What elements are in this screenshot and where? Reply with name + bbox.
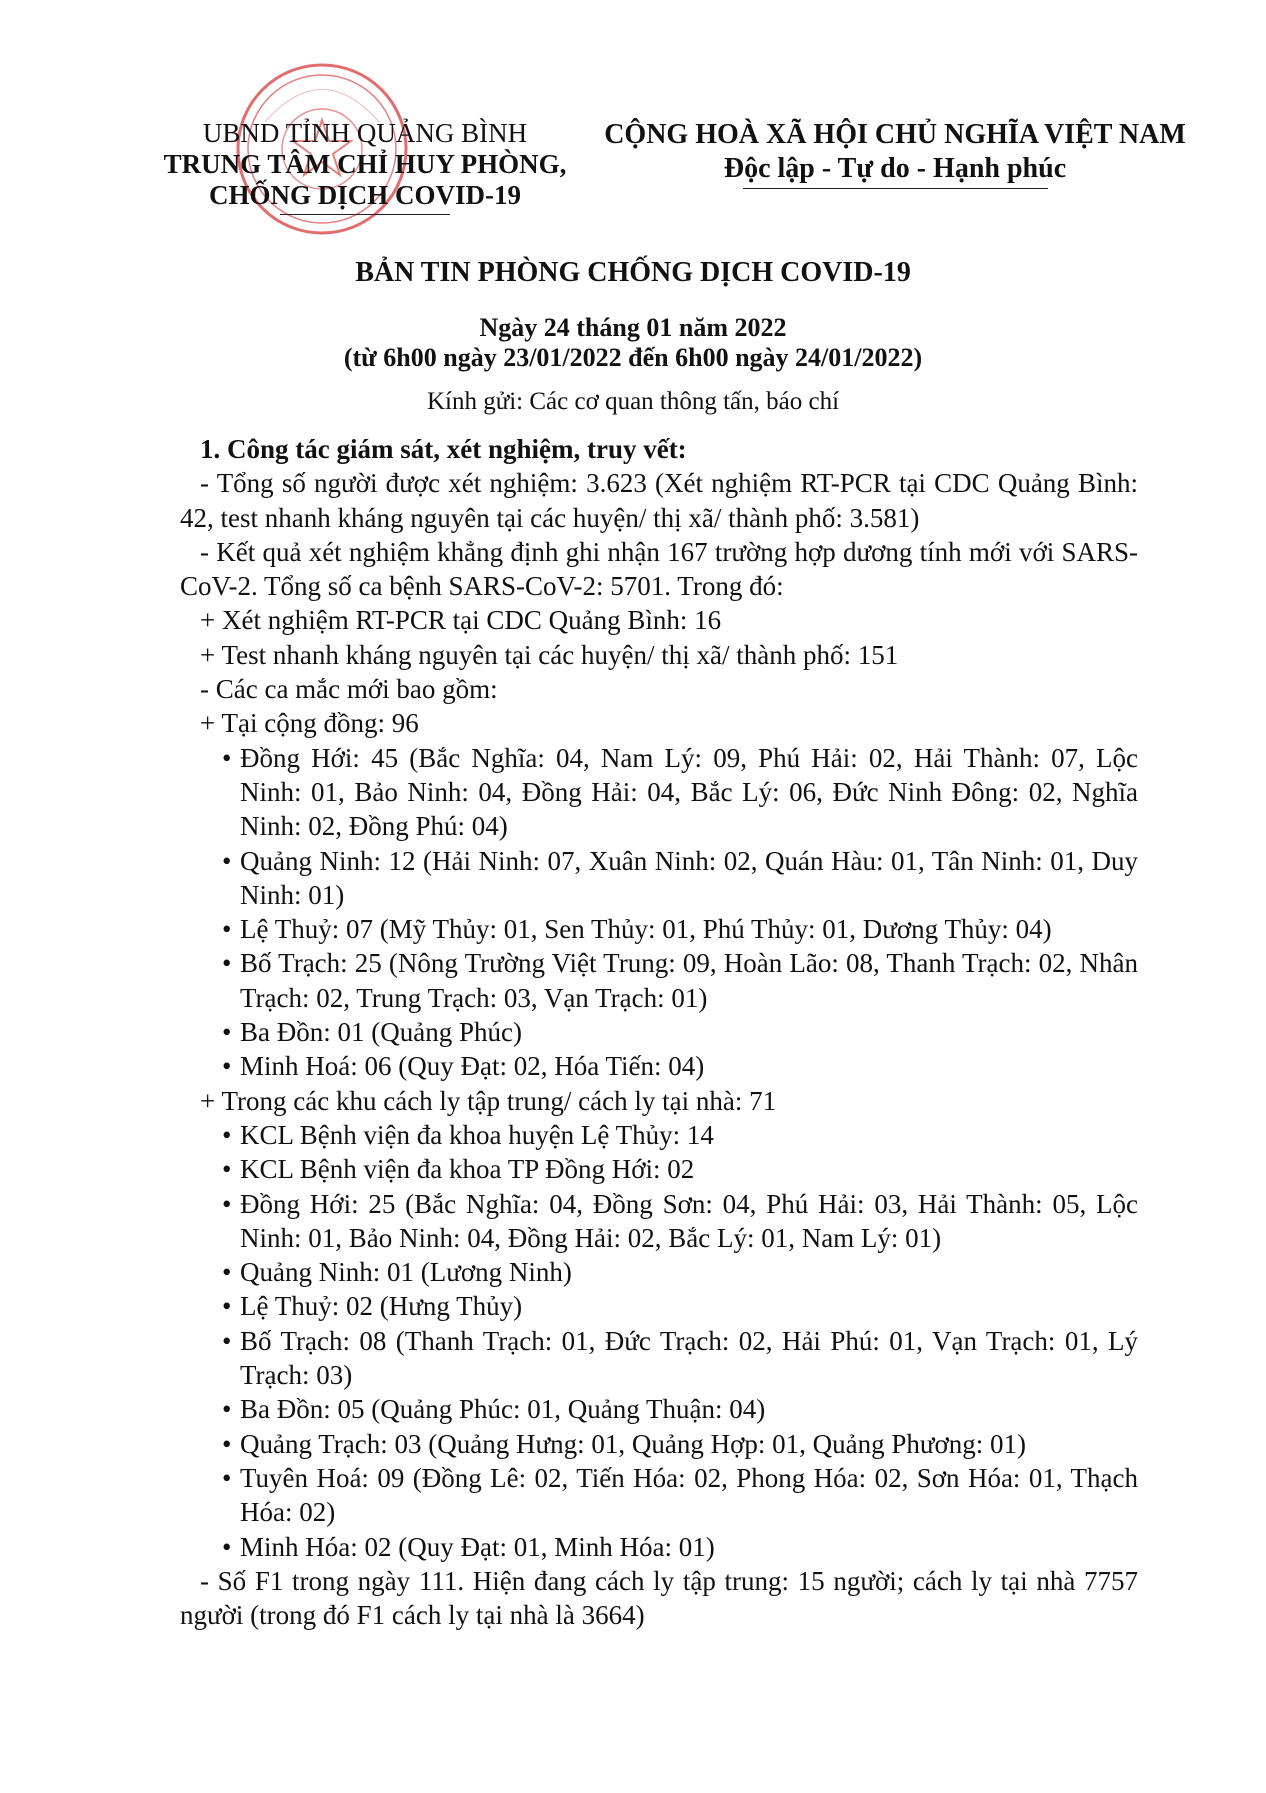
- bulletin-date: Ngày 24 tháng 01 năm 2022: [479, 313, 787, 342]
- list-item: • KCL Bệnh viện đa khoa huyện Lệ Thủy: 14: [180, 1118, 1138, 1152]
- authority-underline: [280, 214, 450, 215]
- issuing-authority: [140, 118, 590, 215]
- bulletin-period: (từ 6h00 ngày 23/01/2022 đến 6h00 ngày 24/01/2022): [343, 343, 923, 372]
- bullet-icon: •: [222, 1051, 232, 1082]
- bullet-icon: •: [222, 1394, 232, 1425]
- bullet-icon: •: [222, 948, 232, 979]
- bullet-icon: •: [222, 1154, 232, 1185]
- tested-paragraph: - Tổng số người được xét nghiệm: 3.623 (Xét nghiệm RT-PCR tại CDC Quảng Bình: 42, test nhanh kháng nguyên tại các huyện/ thị xã/ thành phố: 3.581): [180, 468, 1138, 533]
- national-motto: Độc lập - Tự do - Hạnh phúc: [723, 153, 1067, 184]
- list-item: • KCL Bệnh viện đa khoa TP Đồng Hới: 02: [180, 1152, 1138, 1186]
- list-item: • Tuyên Hoá: 09 (Đồng Lê: 02, Tiến Hóa: 02, Phong Hóa: 02, Sơn Hóa: 01, Thạch Hóa: 02): [222, 1462, 1138, 1528]
- org-name-line1: TRUNG TÂM CHỈ HUY PHÒNG,: [163, 149, 567, 179]
- bullet-icon: •: [222, 1291, 232, 1322]
- bullet-icon: •: [222, 914, 232, 945]
- bullet-icon: •: [222, 845, 232, 876]
- bulletin-body: [180, 432, 1138, 1632]
- bullet-icon: •: [222, 742, 232, 773]
- bullet-icon: •: [222, 1119, 232, 1150]
- list-item: • Đồng Hới: 45 (Bắc Nghĩa: 04, Nam Lý: 09, Phú Hải: 02, Hải Thành: 07, Lộc Ninh: 01, Bảo Ninh: 04, Đồng Hải: 04, Bắc Lý: 06, Đức Ninh Đông: 02, Nghĩa Ninh: 02, Đồng Phú: 04): [222, 742, 1138, 842]
- community-heading: + Tại cộng đồng: 96: [200, 708, 419, 739]
- bullet-icon: •: [222, 1428, 232, 1459]
- list-item: • Quảng Ninh: 12 (Hải Ninh: 07, Xuân Ninh: 02, Quán Hàu: 01, Tân Ninh: 01, Duy Ninh: 01): [222, 845, 1138, 910]
- list-item: • Bố Trạch: 25 (Nông Trường Việt Trung: 09, Hoàn Lão: 08, Thanh Trạch: 02, Nhân Trạch: 02, Trung Trạch: 03, Vạn Trạch: 01): [222, 948, 1138, 1013]
- national-header: [590, 118, 1200, 189]
- section-heading: 1. Công tác giám sát, xét nghiệm, truy vết:: [200, 434, 687, 464]
- results-paragraph: - Kết quả xét nghiệm khẳng định ghi nhận 167 trường hợp dương tính mới với SARS-CoV-2. Tổng số ca bệnh SARS-CoV-2: 5701. Trong đó:: [180, 536, 1138, 602]
- list-item: • Lệ Thuỷ: 02 (Hưng Thủy): [180, 1289, 1138, 1323]
- bulletin-title: BẢN TIN PHÒNG CHỐNG DỊCH COVID-19: [355, 257, 911, 288]
- list-item: • Ba Đồn: 01 (Quảng Phúc): [180, 1015, 1138, 1049]
- list-item: • Quảng Ninh: 01 (Lương Ninh): [180, 1255, 1138, 1289]
- list-item: • Quảng Trạch: 03 (Quảng Hưng: 01, Quảng Hợp: 01, Quảng Phương: 01): [180, 1427, 1138, 1461]
- rtpcr-line: + Xét nghiệm RT-PCR tại CDC Quảng Bình: 16: [200, 605, 722, 636]
- bullet-icon: •: [222, 1325, 232, 1356]
- bullet-icon: •: [222, 1462, 232, 1493]
- list-item: • Ba Đồn: 05 (Quảng Phúc: 01, Quảng Thuận: 04): [180, 1392, 1138, 1426]
- bullet-icon: •: [222, 1257, 232, 1288]
- org-name-line2: CHỐNG DỊCH COVID-19: [208, 180, 521, 210]
- bullet-icon: •: [222, 1017, 232, 1048]
- quarantine-heading: + Trong các khu cách ly tập trung/ cách ly tại nhà: 71: [200, 1085, 777, 1116]
- list-item: • Minh Hoá: 06 (Quy Đạt: 02, Hóa Tiến: 04): [180, 1049, 1138, 1083]
- motto-underline: [743, 188, 1048, 189]
- list-item: • Lệ Thuỷ: 07 (Mỹ Thủy: 01, Sen Thủy: 01, Phú Thủy: 01, Dương Thủy: 04): [180, 912, 1138, 946]
- f1-paragraph: - Số F1 trong ngày 111. Hiện đang cách ly tập trung: 15 người; cách ly tại nhà 7757 người (trong đó F1 cách ly tại nhà là 3664): [180, 1565, 1138, 1631]
- list-item: • Đồng Hới: 25 (Bắc Nghĩa: 04, Đồng Sơn: 04, Phú Hải: 03, Hải Thành: 05, Lộc Ninh: 01, Bảo Ninh: 04, Đồng Hải: 02, Bắc Lý: 01, Nam Lý: 01): [222, 1188, 1138, 1253]
- list-item: • Minh Hóa: 02 (Quy Đạt: 01, Minh Hóa: 01): [180, 1530, 1138, 1564]
- org-parent: UBND TỈNH QUẢNG BÌNH: [202, 118, 528, 148]
- rapid-test-line: + Test nhanh kháng nguyên tại các huyện/ thị xã/ thành phố: 151: [200, 639, 899, 670]
- bullet-icon: •: [222, 1531, 232, 1562]
- list-item: • Bố Trạch: 08 (Thanh Trạch: 01, Đức Trạch: 02, Hải Phú: 01, Vạn Trạch: 01, Lý Trạch: 03): [222, 1325, 1138, 1391]
- bullet-icon: •: [222, 1188, 232, 1219]
- new-cases-line: - Các ca mắc mới bao gồm:: [200, 674, 498, 705]
- nation-name: CỘNG HOÀ XÃ HỘI CHỦ NGHĨA VIỆT NAM: [604, 119, 1186, 150]
- recipient-line: Kính gửi: Các cơ quan thông tấn, báo chí: [426, 388, 840, 415]
